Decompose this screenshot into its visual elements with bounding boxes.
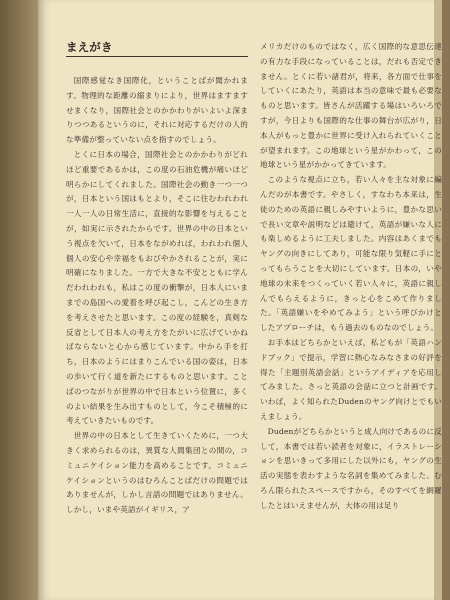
- paragraph: このような視点に立ち，若い人々を主な対象に編んだのが本書です。やさしく，すなわち本来は，生徒のための英語に親しみやすいように，豊かな思いで長い文章や説明などは避けて，英語が嫌いな人にも楽しめるように工夫しました。内容はあくまでもヤングの向きにしてあり，可能な限り気軽に手にとってもらうことを大切にしています。日本の，いや地球の未来をつくっていく若い人々に，英語に親しんでもらえるように，きっと心をこめて作りました。「英語嫌いをやめてみよう」という呼びかけとしたアプローチは，もう過去のものなのでしょう。: [260, 175, 442, 333]
- left-column: [66, 40, 248, 518]
- paragraph: 国際感覚なき国際化，ということばが聞かれます。物理的な距離の縮まりにより，世界はますますせまくなり，国際社会とのかかわりがいよいよ深まりつつあるというのに，それに対応するだけの人的な準備が整っていない点を指すのでしょう。: [66, 76, 248, 145]
- heading-block: [66, 40, 248, 74]
- paragraph: Dudenがどちらかというと成人向けであるのに反して，本書では若い読者を対象に，イラストレーションを思いきって多用にした以外にも，ヤングの生活の実態を表わすような名詞を集めてみました。むろん限られたスペースですから，そのすべてを網羅したとはいえませんが，大体の用は足り: [260, 426, 442, 510]
- paragraph: お手本はどちらかといえば，私どもが「英語ハンドブック」で提示，学習に熱心なみなさまの好評を得た「主題別英語会話」というアイディアを応用してみました。さっと英語の会話に立つと計画です。いわば，よく知られたDudenのヤング向けとでもいえましょう。: [260, 337, 442, 421]
- paragraph: とくに日本の場合，国際社会とのかかわりがどれほど重要であるかは，この度の石油危機が痛いほど明らかにしてくれました。国際社会の動き一つ一つが，日本という国はもとより，そこに住むわれわれ一人一人の日常生活に，直接的な影響を与えることが，如実に示されたからです。世界の中の日本という視点を欠いて，日本をながめれば，われわれ個人個人の安心や幸福をもおびやかされることが，実に明確になりました。一方で大きな不安とともに学んだわれわれも，私はこの度の衝撃が，日本人にいままでの島国への愛着を呼び起こし，こんどの生き方を考えさせたと思います。この度の経験を，真剣な反省として日本人の考え方をたがいに広げていかねばならないと心から感じています。中から手を打ち，日本のようにはまりこんでいる国の姿は，日本の歩いて行く道を新たにするものと思います。ことばのつながりが世界の中で日本という位置に，多くのよい結果を生み出すものとして，今こそ積極的に考えていきたいものです。: [66, 149, 248, 426]
- preface-heading: まえがき: [66, 40, 113, 54]
- heading-rule: [66, 56, 248, 57]
- right-column: [260, 40, 442, 514]
- paragraph: 世界の中の日本として生きていくために，一つ大きく求められるのは，異質な人間集団との間の，コミュニケイション能力を高めることです。コミュニケイションというのはむろんことばだけの問題ではありませんが，しかし言語の問題ではありません。しかし，いまや英語がイギリス，ア: [66, 431, 248, 515]
- paragraph: メリカだけのものではなく，広く国際的な意思伝達の有力な手段になっていることは，だれも否定できません。とくに若い諸君が，将来，各方面で仕事をしていくにあたり，英語は本当の意味で最も必要なものと思います。皆さんが活躍する場はいろいろですが，今日よりも国際的な仕事の舞台が広がり，日本人がもっと豊かに世界に受け入れられていくことが望まれます。この地球という星がかわって，この地球という星がかかってきています。: [260, 42, 442, 170]
- book-spine-shadow: [0, 0, 40, 600]
- book-page: [38, 0, 442, 600]
